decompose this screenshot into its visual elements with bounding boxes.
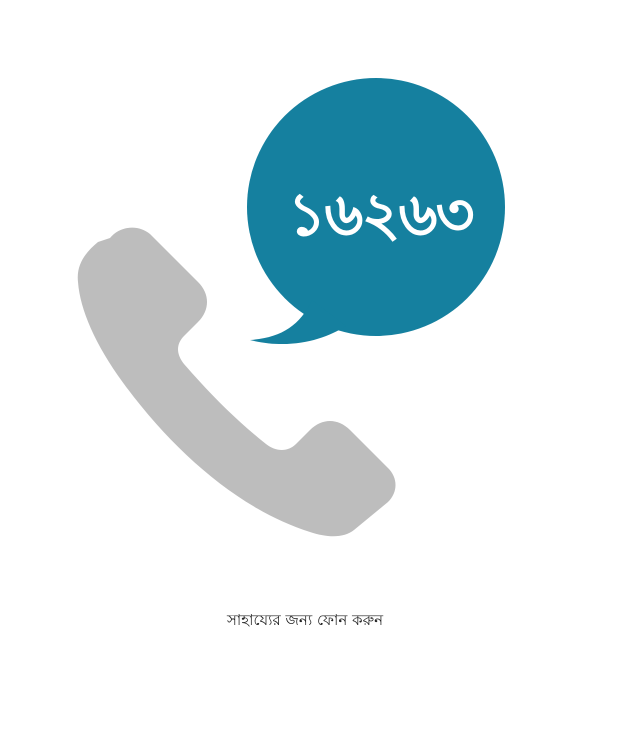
hotline-number: ১৬২৬৩ — [287, 180, 473, 250]
hotline-caption: সাহায্যের জন্য ফোন করুন — [226, 611, 384, 629]
